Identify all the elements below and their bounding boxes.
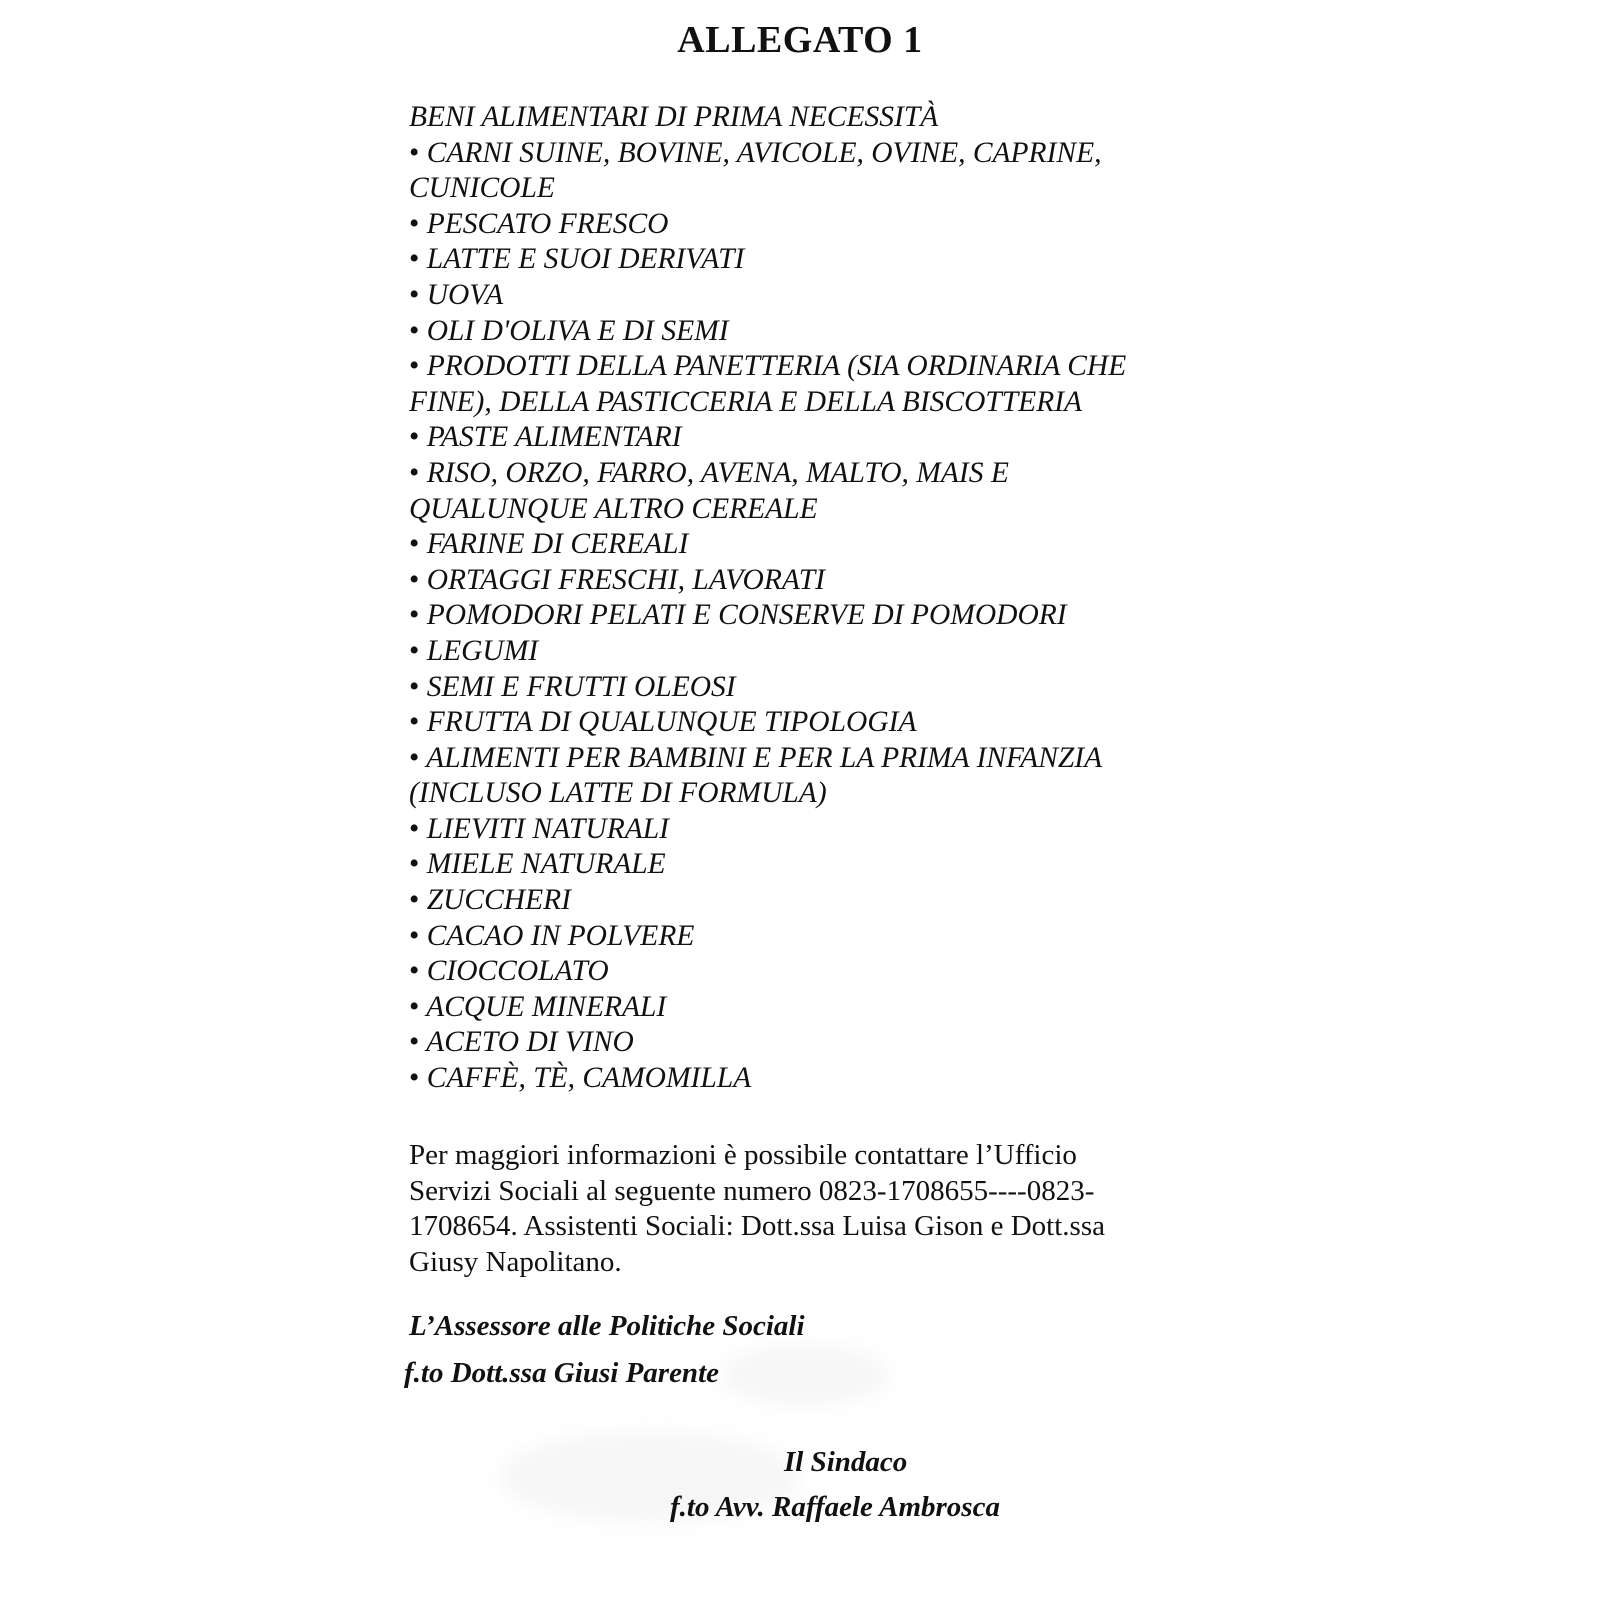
bullet-icon: • — [409, 990, 420, 1023]
food-list — [409, 100, 1169, 1097]
bullet-icon: • — [409, 1062, 420, 1095]
list-item — [409, 919, 1169, 955]
bullet-icon: • — [409, 634, 420, 667]
list-item-text: ACQUE MINERALI — [426, 990, 667, 1023]
bullet-icon: • — [409, 563, 420, 596]
list-item-text: PASTE ALIMENTARI — [426, 421, 682, 454]
contact-info-line: Servizi Sociali al seguente numero 0823-1708655----0823- — [409, 1174, 1095, 1207]
bullet-icon: • — [409, 955, 420, 988]
list-item-text: PESCATO FRESCO — [426, 207, 669, 240]
list-item — [409, 847, 1169, 883]
sindaco-signature — [670, 1444, 1270, 1525]
list-item-text: ACETO DI VINO — [426, 1026, 634, 1059]
list-item — [409, 349, 1169, 385]
list-item-text: QUALUNQUE ALTRO CEREALE — [409, 492, 818, 525]
list-item-continuation — [409, 385, 1169, 421]
list-item-continuation — [409, 171, 1169, 207]
list-item-text: CACAO IN POLVERE — [426, 919, 695, 952]
bullet-icon: • — [409, 741, 420, 774]
list-item — [409, 420, 1169, 456]
list-item-text: ALIMENTI PER BAMBINI E PER LA PRIMA INFANZIA — [426, 741, 1103, 774]
list-item-text: LATTE E SUOI DERIVATI — [426, 243, 745, 276]
document-title: ALLEGATO 1 — [677, 19, 923, 61]
sindaco-name: f.to Avv. Raffaele Ambrosca — [670, 1491, 1000, 1523]
bullet-icon: • — [409, 706, 420, 739]
bullet-icon: • — [409, 136, 420, 169]
list-item-text: CAFFÈ, TÈ, CAMOMILLA — [426, 1062, 752, 1095]
list-item-text: POMODORI PELATI E CONSERVE DI POMODORI — [426, 599, 1067, 632]
list-item-text: MIELE NATURALE — [426, 848, 666, 881]
list-item-text: CARNI SUINE, BOVINE, AVICOLE, OVINE, CAPRINE, — [426, 136, 1102, 169]
bullet-icon: • — [409, 848, 420, 881]
list-item-text: PRODOTTI DELLA PANETTERIA (SIA ORDINARIA CHE — [426, 350, 1127, 383]
contact-info-line: Giusy Napolitano. — [409, 1245, 622, 1278]
list-item-continuation — [409, 492, 1169, 528]
assessore-signature — [404, 1308, 1109, 1391]
list-item — [409, 598, 1169, 634]
bullet-icon: • — [409, 314, 420, 347]
list-item — [409, 314, 1169, 350]
list-item — [409, 741, 1169, 777]
list-item — [409, 705, 1169, 741]
bullet-icon: • — [409, 1026, 420, 1059]
contact-info-line: 1708654. Assistenti Sociali: Dott.ssa Luisa Gison e Dott.ssa — [409, 1210, 1105, 1243]
list-item-text: FINE), DELLA PASTICCERIA E DELLA BISCOTTERIA — [409, 385, 1083, 418]
bullet-icon: • — [409, 670, 420, 703]
list-item-text: FARINE DI CEREALI — [426, 528, 689, 561]
list-item — [409, 563, 1169, 599]
list-item — [409, 278, 1169, 314]
bullet-icon: • — [409, 919, 420, 952]
bullet-icon: • — [409, 421, 420, 454]
list-item — [409, 1061, 1169, 1097]
list-item — [409, 1025, 1169, 1061]
list-item — [409, 812, 1169, 848]
sindaco-role: Il Sindaco — [784, 1446, 908, 1478]
list-item — [409, 456, 1169, 492]
bullet-icon: • — [409, 599, 420, 632]
list-item — [409, 990, 1169, 1026]
list-item-text: ORTAGGI FRESCHI, LAVORATI — [426, 563, 826, 596]
contact-info-paragraph — [409, 1138, 1159, 1280]
bullet-icon: • — [409, 812, 420, 845]
list-item — [409, 670, 1169, 706]
bullet-icon: • — [409, 243, 420, 276]
list-item — [409, 883, 1169, 919]
list-heading: BENI ALIMENTARI DI PRIMA NECESSITÀ — [409, 101, 939, 133]
bullet-icon: • — [409, 884, 420, 917]
list-item — [409, 207, 1169, 243]
list-item-text: CIOCCOLATO — [426, 955, 609, 988]
list-item — [409, 527, 1169, 563]
list-item-continuation — [409, 776, 1169, 812]
bullet-icon: • — [409, 350, 420, 383]
list-item — [409, 954, 1169, 990]
list-item — [409, 136, 1169, 172]
contact-info-line: Per maggiori informazioni è possibile contattare l’Ufficio — [409, 1139, 1077, 1171]
list-item-text: CUNICOLE — [409, 172, 555, 205]
list-item — [409, 634, 1169, 670]
bullet-icon: • — [409, 456, 420, 489]
assessore-name: f.to Dott.ssa Giusi Parente — [404, 1357, 719, 1389]
list-item-text: OLI D'OLIVA E DI SEMI — [426, 314, 729, 347]
list-item-text: SEMI E FRUTTI OLEOSI — [426, 670, 736, 703]
list-item-text: UOVA — [426, 278, 504, 311]
bullet-icon: • — [409, 278, 420, 311]
list-item — [409, 242, 1169, 278]
list-item-text: LEGUMI — [426, 634, 539, 667]
assessore-role: L’Assessore alle Politiche Sociali — [409, 1310, 805, 1342]
bullet-icon: • — [409, 207, 420, 240]
list-item-text: ZUCCHERI — [426, 884, 571, 917]
bullet-icon: • — [409, 528, 420, 561]
list-item-text: (INCLUSO LATTE DI FORMULA) — [409, 777, 827, 810]
list-item-text: LIEVITI NATURALI — [426, 812, 669, 845]
list-item-text: RISO, ORZO, FARRO, AVENA, MALTO, MAIS E — [426, 456, 1009, 489]
list-item-text: FRUTTA DI QUALUNQUE TIPOLOGIA — [426, 706, 917, 739]
